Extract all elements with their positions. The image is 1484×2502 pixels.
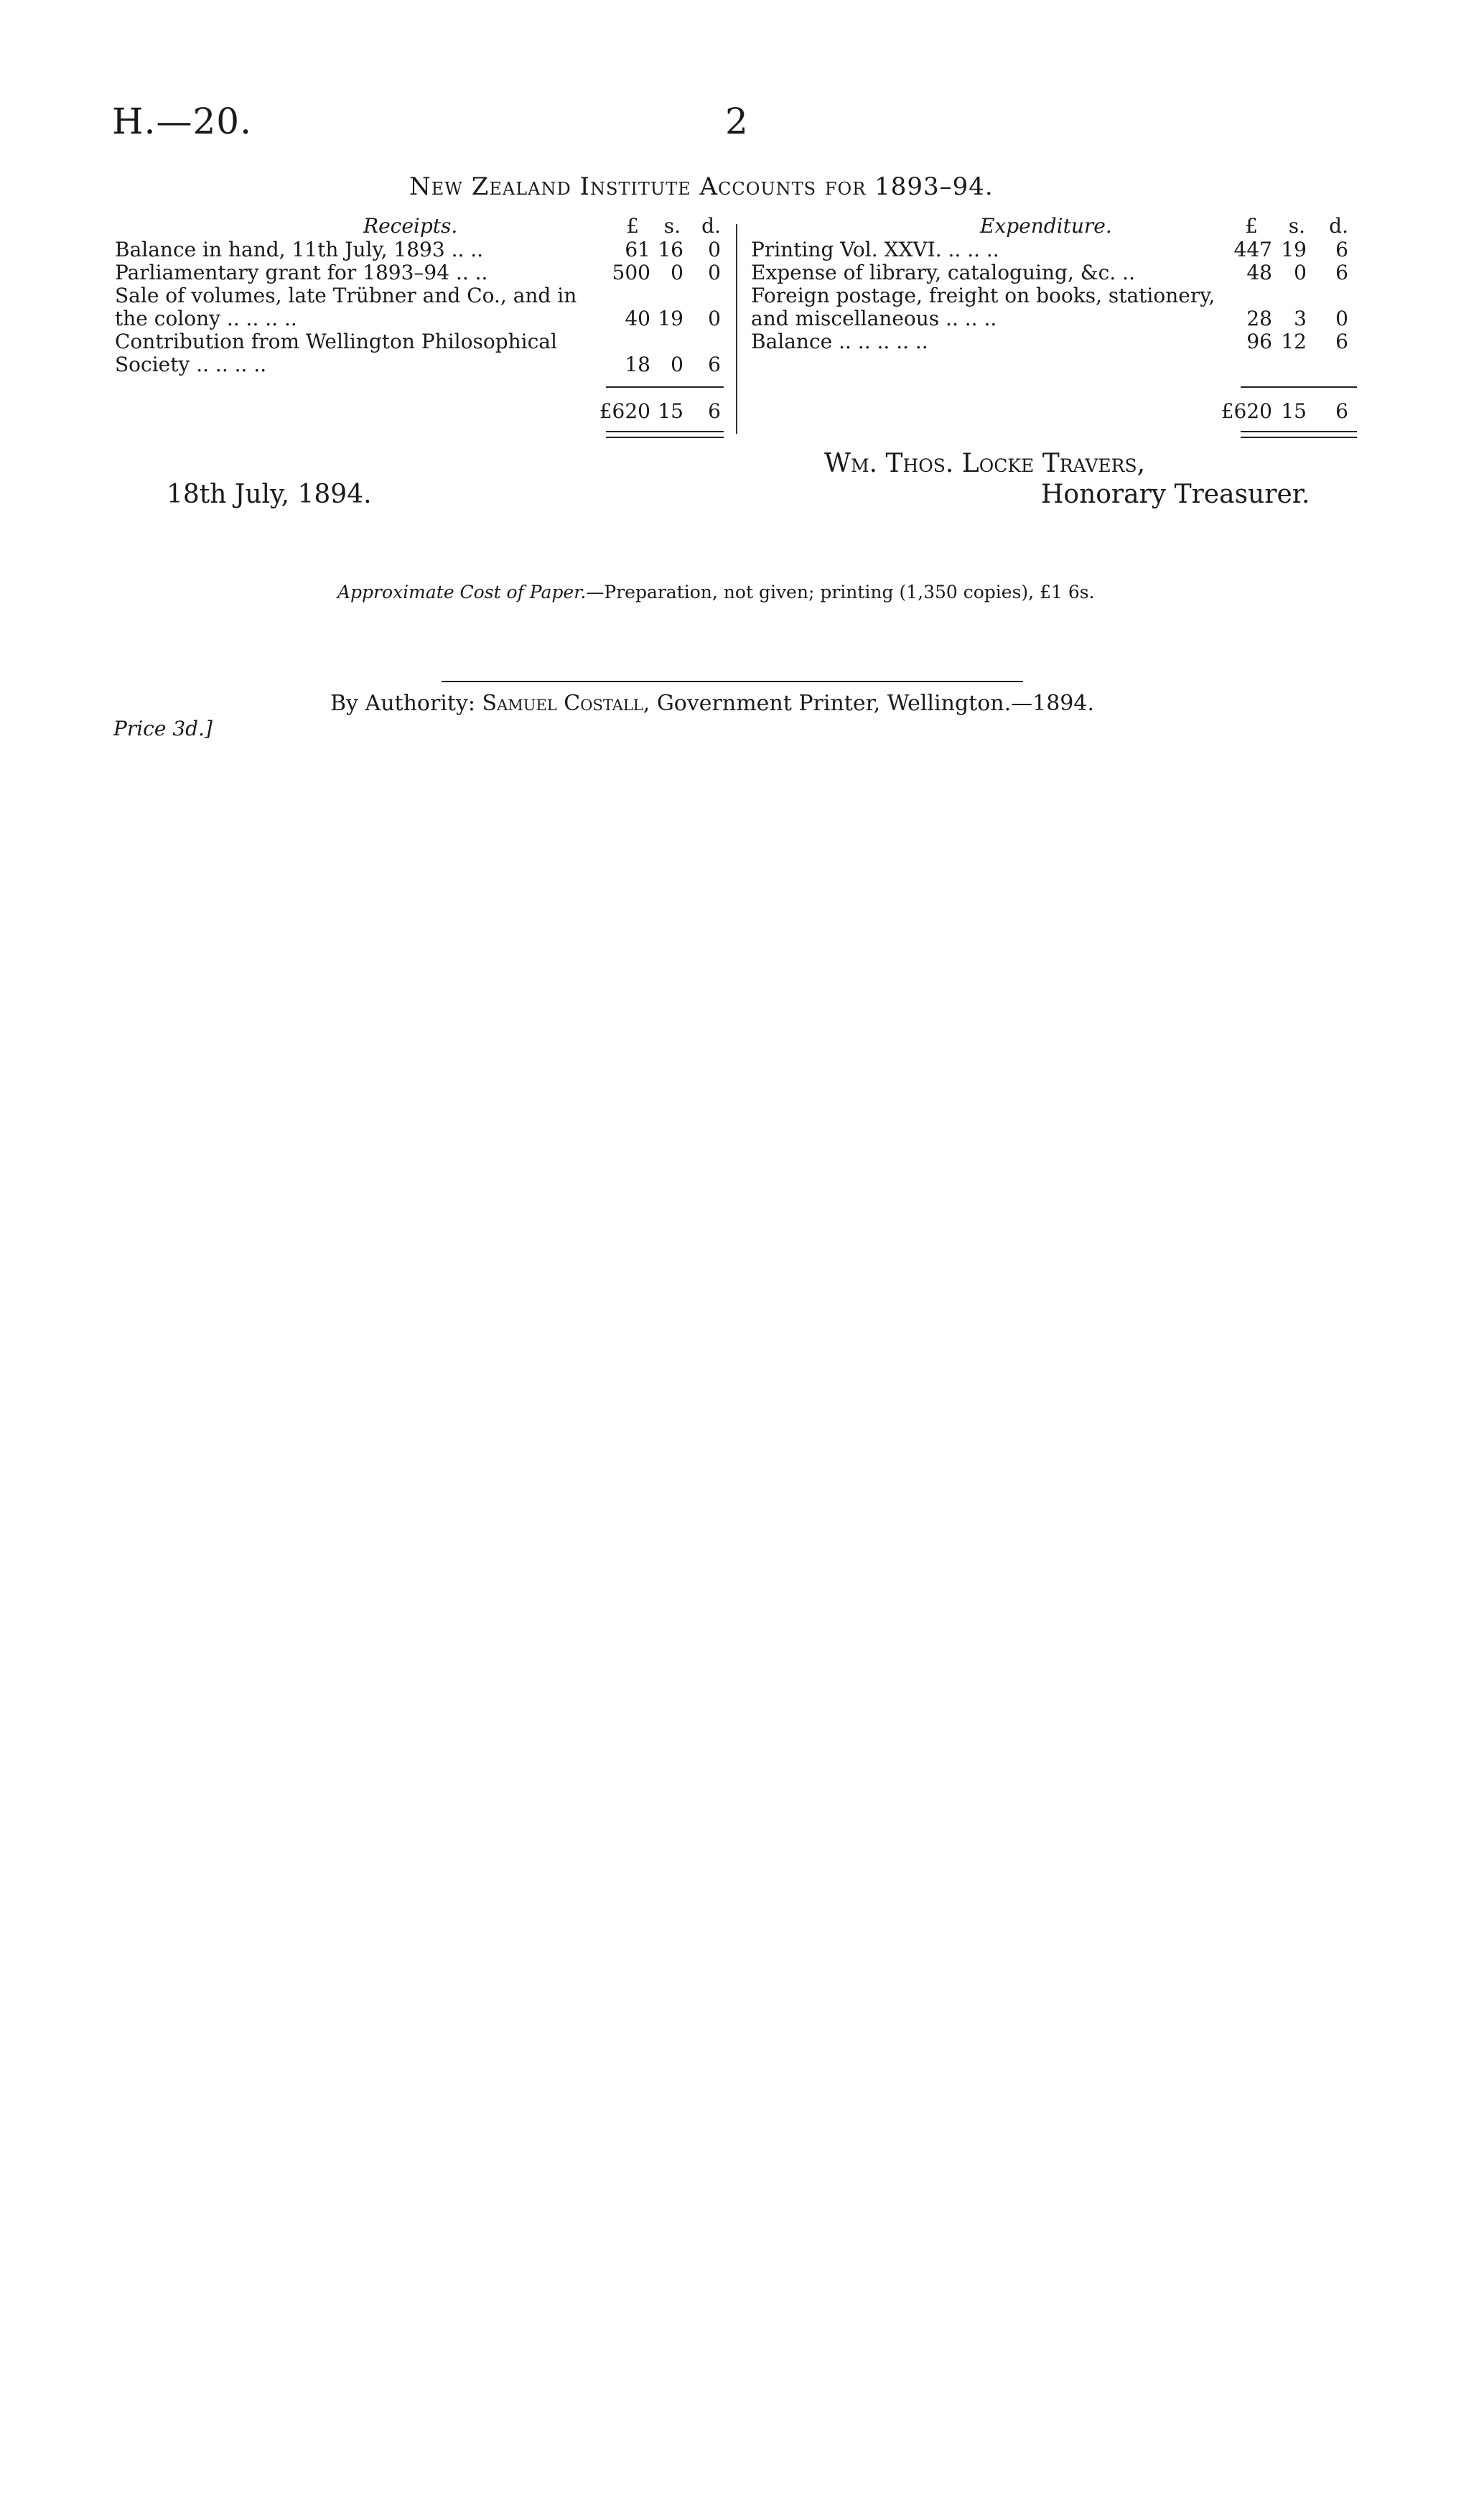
printer-name: Samuel Costall	[482, 691, 643, 716]
treasurer-role: Honorary Treasurer.	[1041, 480, 1310, 509]
expenditure-row-label: Balance .. .. .. .. ..	[751, 330, 928, 353]
receipts-pence-header: d.	[701, 214, 721, 238]
document-reference: H.—20.	[112, 101, 253, 142]
receipts-row-pounds: 500	[612, 261, 650, 284]
receipts-heading: Receipts.	[363, 214, 458, 238]
expenditure-shillings-header: s.	[1288, 214, 1305, 238]
expenditure-row-label: Expense of library, cataloguing, &c. ..	[751, 261, 1135, 284]
receipts-row-label: Balance in hand, 11th July, 1893 .. ..	[115, 238, 484, 261]
footer-rule	[442, 681, 1023, 682]
receipts-row-shillings: 0	[671, 353, 683, 376]
expenditure-row-pence: 6	[1335, 261, 1348, 284]
expenditure-row-shillings: 3	[1294, 307, 1307, 330]
receipts-row-shillings: 19	[658, 307, 683, 330]
receipts-row-pence: 0	[708, 238, 721, 261]
expenditure-pence-header: d.	[1329, 214, 1348, 238]
expenditure-row-shillings: 12	[1281, 330, 1307, 353]
cost-note-label: Approximate Cost of Paper.	[337, 582, 587, 603]
receipts-row-label: Contribution from Wellington Philosophical	[115, 330, 557, 353]
expenditure-row-pounds: 96	[1246, 330, 1272, 353]
cost-note-text: —Preparation, not given; printing (1,350 copies), £1 6s.	[586, 582, 1095, 603]
authority-suffix: , Government Printer, Wellington.—1894.	[643, 691, 1095, 716]
treasurer-name: Wm. Thos. Locke Travers,	[824, 449, 1146, 478]
receipts-row-label: Parliamentary grant for 1893–94 .. ..	[115, 261, 488, 284]
receipts-row-label: Society .. .. .. ..	[115, 353, 267, 376]
expenditure-row-label: Foreign postage, freight on books, stationery,	[751, 284, 1215, 307]
receipts-row-pounds: 18	[625, 353, 650, 376]
cost-note	[337, 582, 1095, 603]
expenditure-row-pence: 6	[1335, 330, 1348, 353]
expenditure-pounds-header: £	[1245, 214, 1258, 238]
receipts-total-double-rule	[606, 431, 724, 432]
expenditure-heading: Expenditure.	[980, 214, 1112, 238]
page-number: 2	[725, 101, 748, 142]
expenditure-row-pounds: 28	[1246, 307, 1272, 330]
expenditure-total-shillings: 15	[1281, 399, 1307, 423]
receipts-row-label: Sale of volumes, late Trübner and Co., and in	[115, 284, 577, 307]
accounts-title: New Zealand Institute Accounts for 1893–94.	[409, 172, 994, 201]
receipts-pounds-header: £	[626, 214, 639, 238]
expenditure-total-pounds: £620	[1221, 399, 1272, 423]
receipts-row-label: the colony .. .. .. ..	[115, 307, 297, 330]
expenditure-total-pence: 6	[1335, 399, 1348, 423]
expenditure-row-shillings: 19	[1281, 238, 1307, 261]
receipts-row-shillings: 16	[658, 238, 683, 261]
receipts-row-pounds: 40	[625, 307, 650, 330]
receipts-total-rule	[606, 386, 724, 388]
expenditure-row-label: Printing Vol. XXVI. .. .. ..	[751, 238, 999, 261]
receipts-total-double-rule	[606, 437, 724, 438]
receipts-total-pounds: £620	[599, 399, 650, 423]
expenditure-row-pounds: 447	[1233, 238, 1272, 261]
receipts-total-pence: 6	[708, 399, 721, 423]
authority-prefix: By Authority:	[330, 691, 482, 716]
receipts-row-pence: 6	[708, 353, 721, 376]
receipts-row-pence: 0	[708, 261, 721, 284]
receipts-shillings-header: s.	[663, 214, 681, 238]
signoff-date: 18th July, 1894.	[167, 480, 372, 509]
expenditure-row-shillings: 0	[1294, 261, 1307, 284]
receipts-row-pounds: 61	[625, 238, 650, 261]
expenditure-total-rule	[1241, 386, 1357, 388]
expenditure-total-double-rule	[1241, 437, 1357, 438]
expenditure-row-pounds: 48	[1246, 261, 1272, 284]
column-divider	[736, 224, 737, 434]
price-label: Price 3d.]	[113, 717, 213, 740]
expenditure-total-double-rule	[1241, 431, 1357, 432]
receipts-row-pence: 0	[708, 307, 721, 330]
expenditure-row-pence: 0	[1335, 307, 1348, 330]
receipts-total-shillings: 15	[658, 399, 683, 423]
expenditure-row-pence: 6	[1335, 238, 1348, 261]
expenditure-row-label: and miscellaneous .. .. ..	[751, 307, 997, 330]
printer-authority	[330, 691, 1094, 716]
receipts-row-shillings: 0	[671, 261, 683, 284]
